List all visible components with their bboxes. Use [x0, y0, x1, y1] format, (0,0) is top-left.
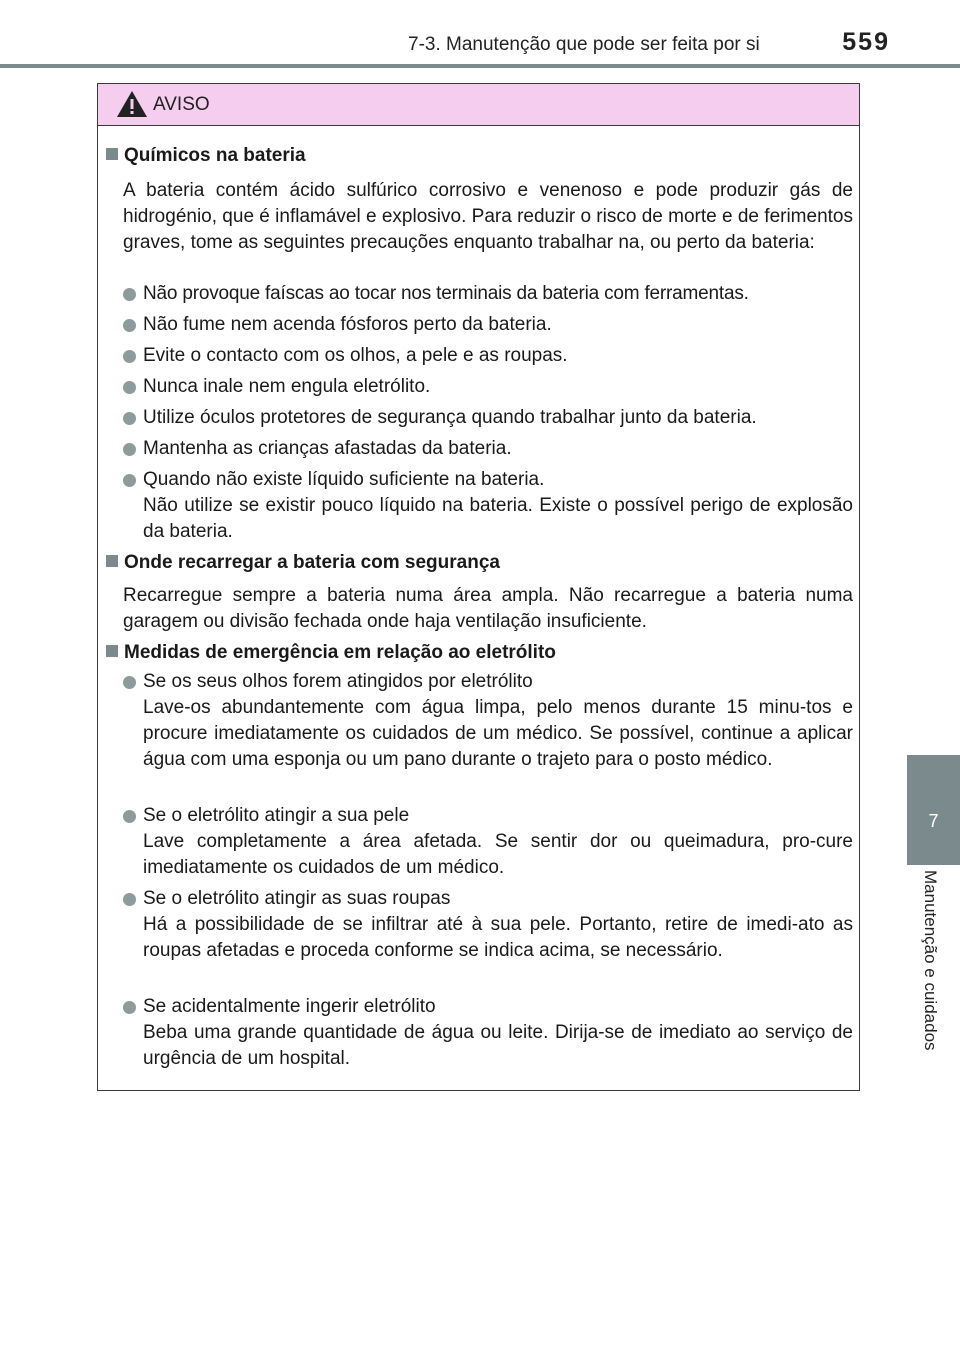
square-bullet-icon [106, 148, 118, 160]
list-item-detail: Há a possibilidade de se infiltrar até à sua pele. Portanto, retire de imedi-ato as roupas afetadas e proceda conforme se indica acima, se necessário. [143, 914, 853, 961]
list-item [123, 803, 853, 881]
warning-box [97, 83, 860, 1091]
bullet-dot-icon [123, 474, 136, 487]
section-title [106, 552, 500, 574]
list-item [123, 343, 853, 369]
header-rule [0, 64, 960, 68]
warning-header [98, 84, 859, 126]
square-bullet-icon [106, 555, 118, 567]
list-item [123, 281, 853, 307]
list-item-detail: Lave-os abundantemente com água limpa, pelo menos durante 15 minu-tos e procure imediatamente os cuidados de um médico. Se possível, continue a aplicar água com uma esponja ou um pano durante o trajeto para o posto médico. [143, 697, 853, 770]
list-item-text: Mantenha as crianças afastadas da bateria. [143, 438, 512, 459]
list-item [123, 886, 853, 964]
warning-triangle-icon [116, 90, 148, 118]
bullet-dot-icon [123, 1001, 136, 1014]
list-item-text: Se os seus olhos forem atingidos por eletrólito [143, 671, 533, 692]
bullet-dot-icon [123, 412, 136, 425]
bullet-dot-icon [123, 676, 136, 689]
list-item-detail: Lave completamente a área afetada. Se sentir dor ou queimadura, pro-cure imediatamente os cuidados de um médico. [143, 831, 853, 878]
section-title-text: Medidas de emergência em relação ao eletrólito [124, 642, 556, 663]
section-title [106, 642, 556, 664]
list-item-text: Não provoque faíscas ao tocar nos terminais da bateria com ferramentas. [143, 283, 749, 304]
list-item-detail: Beba uma grande quantidade de água ou leite. Dirija-se de imediato ao serviço de urgência de um hospital. [143, 1022, 853, 1069]
chapter-tab [907, 755, 960, 865]
list-item [123, 467, 853, 545]
header-title: 7-3. Manutenção que pode ser feita por si [408, 34, 760, 55]
list-item-text: Utilize óculos protetores de segurança quando trabalhar junto da bateria. [143, 407, 757, 428]
list-item-detail: Não utilize se existir pouco líquido na bateria. Existe o possível perigo de explosão da bateria. [143, 495, 853, 542]
section-intro: Recarregue sempre a bateria numa área ampla. Não recarregue a bateria numa garagem ou divisão fechada onde haja ventilação insuficiente. [123, 585, 853, 632]
list-item [123, 669, 853, 773]
list-item [123, 374, 853, 400]
list-item-text: Evite o contacto com os olhos, a pele e as roupas. [143, 345, 568, 366]
list-item [123, 312, 853, 338]
bullet-dot-icon [123, 350, 136, 363]
list-item-text: Nunca inale nem engula eletrólito. [143, 376, 431, 397]
bullet-dot-icon [123, 381, 136, 394]
list-item [123, 994, 853, 1072]
bullet-dot-icon [123, 319, 136, 332]
chapter-label: Manutenção e cuidados [921, 870, 940, 1051]
section-title-text: Químicos na bateria [124, 145, 306, 166]
warning-label: AVISO [153, 94, 210, 115]
list-item [123, 405, 853, 431]
chapter-number: 7 [928, 811, 939, 831]
list-item-text: Quando não existe líquido suficiente na bateria. [143, 469, 545, 490]
list-item-text: Não fume nem acenda fósforos perto da bateria. [143, 314, 552, 335]
chapter-label-container [907, 870, 960, 1100]
list-item-text: Se o eletrólito atingir as suas roupas [143, 888, 451, 909]
list-item-text: Se acidentalmente ingerir eletrólito [143, 996, 436, 1017]
bullet-dot-icon [123, 810, 136, 823]
section-title [106, 145, 306, 167]
bullet-dot-icon [123, 893, 136, 906]
square-bullet-icon [106, 645, 118, 657]
list-item [123, 436, 853, 462]
list-item-text: Se o eletrólito atingir a sua pele [143, 805, 410, 826]
bullet-dot-icon [123, 288, 136, 301]
page-number: 559 [842, 28, 890, 56]
section-intro: A bateria contém ácido sulfúrico corrosivo e venenoso e pode produzir gás de hidrogénio, que é inflamável e explosivo. Para reduzir o risco de morte e de ferimentos graves, tome as seguintes precauções enquanto trabalhar na, ou perto da bateria: [123, 180, 853, 253]
section-title-text: Onde recarregar a bateria com segurança [124, 552, 500, 573]
bullet-dot-icon [123, 443, 136, 456]
